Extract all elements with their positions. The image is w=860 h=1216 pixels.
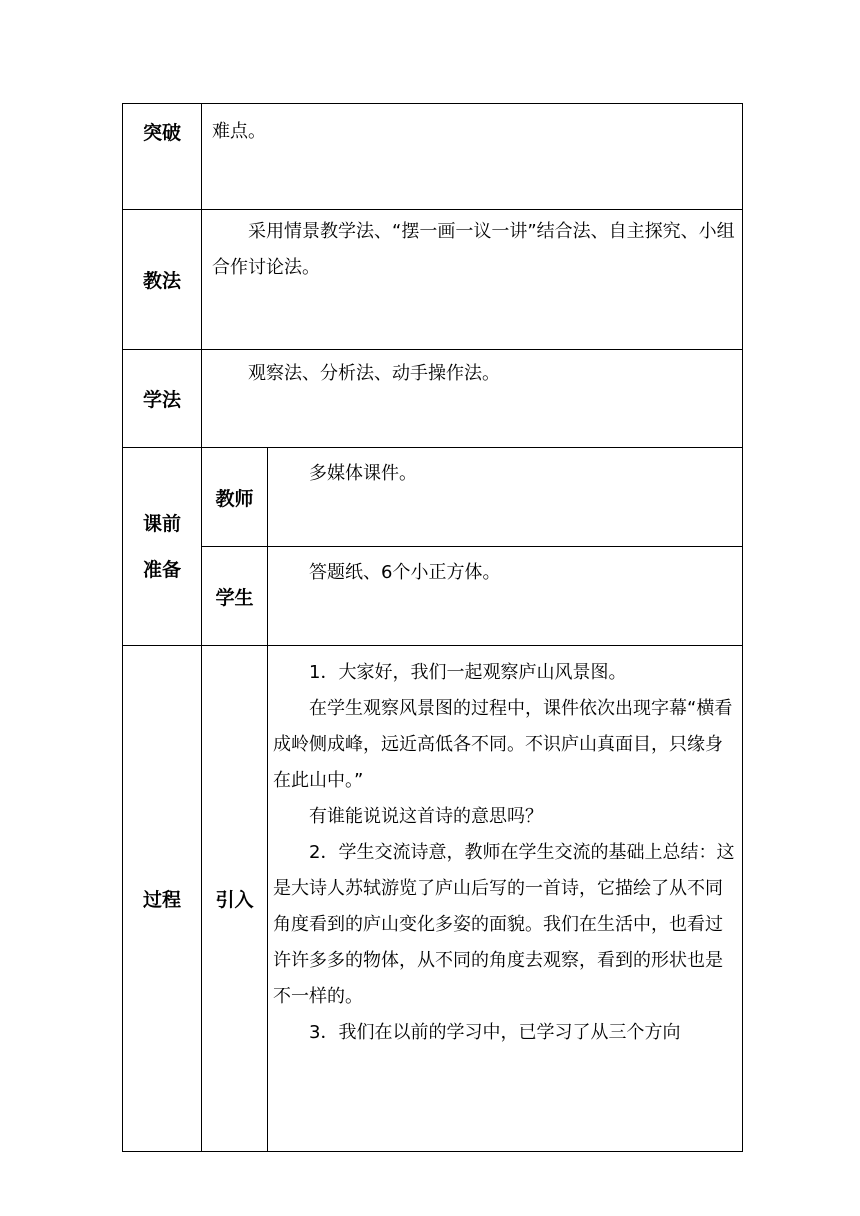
label-learning-method: 学法 (123, 350, 202, 448)
text-difficulty: 难点。 (202, 104, 743, 210)
process-paragraph: 3．我们在以前的学习中，已学习了从三个方向 (309, 1022, 681, 1043)
process-paragraph: 有谁能说说这首诗的意思吗？ (309, 806, 543, 827)
text-learning-method: 观察法、分析法、动手操作法。 (248, 363, 500, 384)
process-paragraph: 2．学生交流诗意，教师在学生交流的基础上总结：这是大诗人苏轼游览了庐山后写的一首诗，它描绘了从不同角度看到的庐山变化多姿的面貌。我们在生活中，也看过许许多多的物体，从不同的角度去观察，看到的形状也是不一样的。 (273, 842, 735, 1007)
row-learning-method (123, 350, 743, 448)
label-teaching-method: 教法 (123, 210, 202, 350)
lesson-plan-table (122, 103, 743, 1152)
label-preparation (123, 448, 202, 646)
process-paragraph: 1．大家好，我们一起观察庐山风景图。 (309, 662, 627, 683)
row-teaching-method (123, 210, 743, 350)
text-teacher: 多媒体课件。 (309, 463, 417, 484)
row-prep-student (123, 547, 743, 646)
label-difficulty: 突破 (123, 104, 202, 210)
label-introduction: 引入 (202, 646, 268, 1152)
process-paragraph: 在学生观察风景图的过程中，课件依次出现字幕“横看成岭侧成峰，远近高低各不同。不识庐山真面目，只缘身在此山中。” (273, 698, 733, 791)
row-difficulty (123, 104, 743, 210)
text-teaching-method: 采用情景教学法、“摆一画一议一讲”结合法、自主探究、小组合作讨论法。 (212, 221, 735, 278)
label-student: 学生 (202, 547, 268, 646)
label-preparation-line1: 课前 (142, 512, 181, 535)
label-process: 过程 (123, 646, 202, 1152)
row-process (123, 646, 743, 1152)
text-student: 答题纸、6个小正方体。 (309, 562, 501, 583)
label-teacher: 教师 (202, 448, 268, 547)
label-preparation-line2: 准备 (142, 558, 181, 581)
process-content (268, 646, 743, 1152)
row-prep-teacher (123, 448, 743, 547)
